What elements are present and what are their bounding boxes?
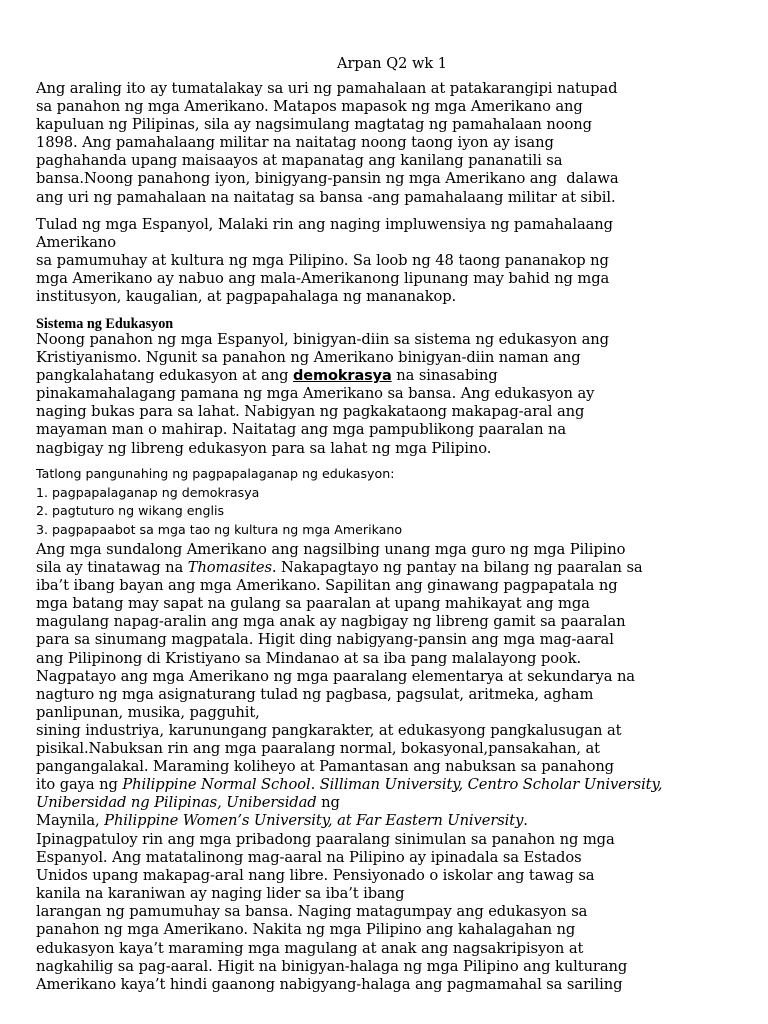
text-line: Tulad ng mga Espanyol, Malaki rin ang naging impluwensiya ng pamahalaang <box>36 216 613 233</box>
text-segment: sila ay tinatawag na <box>36 559 188 577</box>
text-line: Espanyol. Ang matatalinong mag-aaral na Pilipino ay ipinadala sa Estados <box>36 849 582 867</box>
text-line: kapuluan ng Pilipinas, sila ay nagsimulang magtatag ng pamahalaan noong <box>36 116 592 134</box>
text-line: edukasyon kaya’t maraming mga magulang at anak ang nagsakripisyon at <box>36 939 584 957</box>
text-line: Kristiyanismo. Ngunit sa panahon ng Amerikano binigyan-diin naman ang <box>36 349 581 367</box>
text-line: ang Pilipinong di Kristiyano sa Mindanao at sa iba pang malalayong pook. <box>36 649 582 667</box>
text-line: 1898. Ang pamahalaang militar na naitatag noong taong iyon ay isang <box>36 134 554 152</box>
text-segment: . Nakapagtayo ng pantay na bilang ng paaralan sa <box>271 559 643 577</box>
text-line: iba’t ibang bayan ang mga Amerikano. Sapilitan ang ginawang pagpapatala ng <box>36 577 618 595</box>
text-segment: pangkalahatang edukasyon at ang <box>36 367 293 385</box>
list-item: 2. pagtuturo ng wikang englis <box>36 503 225 519</box>
italic-term: Philippine Normal School. Silliman University, Centro Scholar University, <box>122 776 663 794</box>
text-segment: . <box>523 812 528 830</box>
text-line: pinakamahalagang pamana ng mga Amerikano sa bansa. Ang edukasyon ay <box>36 385 595 403</box>
text-segment: , <box>95 812 105 830</box>
document-title: Arpan Q2 wk 1 <box>336 56 448 72</box>
text-line: panlipunan, musika, pagguhit, <box>36 703 260 721</box>
text-line: institusyon, kaugalian, at pagpapahalaga ng mananakop. <box>36 288 457 306</box>
emphasized-term: demokrasya <box>292 368 392 385</box>
text-line: Amerikano <box>36 234 117 252</box>
text-line: panahon ng mga Amerikano. Nakita ng mga Pilipino ang kahalagahan ng <box>36 921 576 939</box>
text-line: nagkahilig sa pag-aaral. Higit na binigyan-halaga ng mga Pilipino ang kulturang <box>36 957 628 975</box>
text-line: sining industriya, karunungang pangkarakter, at edukasyong pangkalusugan at <box>36 721 622 739</box>
italic-term: Unibersidad ng Pilipinas, Unibersidad <box>36 794 317 812</box>
text-line: Noong panahon ng mga Espanyol, binigyan-diin sa sistema ng edukasyon ang <box>36 331 609 348</box>
text-line: Amerikano kaya’t hindi gaanong nabigyang-halaga ang pagmamahal sa sariling <box>36 975 623 993</box>
paragraph-private-schools <box>36 831 748 994</box>
text-line: Ipinagpatuloy rin ang mga pribadong paaralang sinimulan sa panahon ng mga <box>36 831 615 848</box>
education-goals-list <box>36 465 748 539</box>
list-item: 3. pagpapaabot sa mga tao ng kultura ng mga Amerikano <box>36 521 403 537</box>
text-line <box>36 776 748 794</box>
text-segment: Maynila <box>36 812 96 830</box>
list-intro: Tatlong pangunahing ng pagpapalaganap ng edukasyon: <box>36 466 395 481</box>
text-line <box>36 367 748 385</box>
text-line: pisikal.Nabuksan rin ang mga paaralang normal, bokasyonal,pansakahan, at <box>36 740 600 758</box>
text-line <box>36 812 748 830</box>
text-line: kanila na karaniwan ay naging lider sa iba’t ibang <box>36 885 405 903</box>
list-item: 1. pagpapalaganap ng demokrasya <box>36 484 260 500</box>
text-line: Unidos upang makapag-aral nang libre. Pensiyonado o iskolar ang tawag sa <box>36 867 595 885</box>
text-line: bansa.Noong panahong iyon, binigyang-pansin ng mga Amerikano ang dalawa <box>36 170 619 188</box>
italic-term: Philippine Women’s University, at Far Eastern University <box>104 812 524 830</box>
text-line <box>36 794 748 812</box>
text-line: larangan ng pamumuhay sa bansa. Naging matagumpay ang edukasyon sa <box>36 903 588 921</box>
text-segment: ng <box>316 794 340 812</box>
text-line <box>36 559 748 577</box>
text-line: nagbigay ng libreng edukasyon para sa lahat ng mga Pilipino. <box>36 439 492 457</box>
section-heading: Sistema ng Edukasyon <box>36 316 174 332</box>
text-line: nagturo ng mga asignaturang tulad ng pagbasa, pagsulat, aritmeka, agham <box>36 685 594 703</box>
paragraph-influence <box>36 216 748 306</box>
text-line: mayaman man o mahirap. Naitatag ang mga pampublikong paaralan na <box>36 421 567 439</box>
text-line: ang uri ng pamahalaan na naitatag sa bansa -ang pamahalaang militar at sibil. <box>36 188 616 206</box>
text-line: paghahanda upang maisaayos at mapanatag ang kanilang pananatili sa <box>36 152 563 170</box>
paragraph-thomasites <box>36 541 748 831</box>
text-line: mga Amerikano ay nabuo ang mala-Amerikanong lipunang may bahid ng mga <box>36 270 610 288</box>
text-line: pangangalakal. Maraming koliheyo at Pamantasan ang nabuksan sa panahong <box>36 758 614 776</box>
paragraph-education <box>36 331 748 458</box>
paragraph-intro <box>36 80 748 207</box>
italic-term: Thomasites <box>187 559 272 577</box>
text-line: mga batang may sapat na gulang sa paaralan at upang mahikayat ang mga <box>36 595 590 613</box>
text-line: Nagpatayo ang mga Amerikano ng mga paaralang elementarya at sekundarya na <box>36 667 635 685</box>
text-segment: na sinasabing <box>391 367 498 385</box>
text-line: naging bukas para sa lahat. Nabigyan ng pagkakataong makapag-aral ang <box>36 403 585 421</box>
text-line: Ang mga sundalong Amerikano ang nagsilbing unang mga guro ng mga Pilipino <box>36 541 626 558</box>
text-segment: ito gaya ng <box>36 776 123 794</box>
text-line: Ang araling ito ay tumatalakay sa uri ng pamahalaan at patakarangipi natupad <box>36 80 618 97</box>
text-line: sa pamumuhay at kultura ng mga Pilipino. Sa loob ng 48 taong pananakop ng <box>36 252 609 270</box>
text-line: para sa sinumang magpatala. Higit ding nabigyang-pansin ang mga mag-aaral <box>36 631 614 649</box>
text-line: sa panahon ng mga Amerikano. Matapos mapasok ng mga Amerikano ang <box>36 98 583 116</box>
text-line: magulang napag-aralin ang mga anak ay nagbigay ng libreng gamit sa paaralan <box>36 613 626 631</box>
